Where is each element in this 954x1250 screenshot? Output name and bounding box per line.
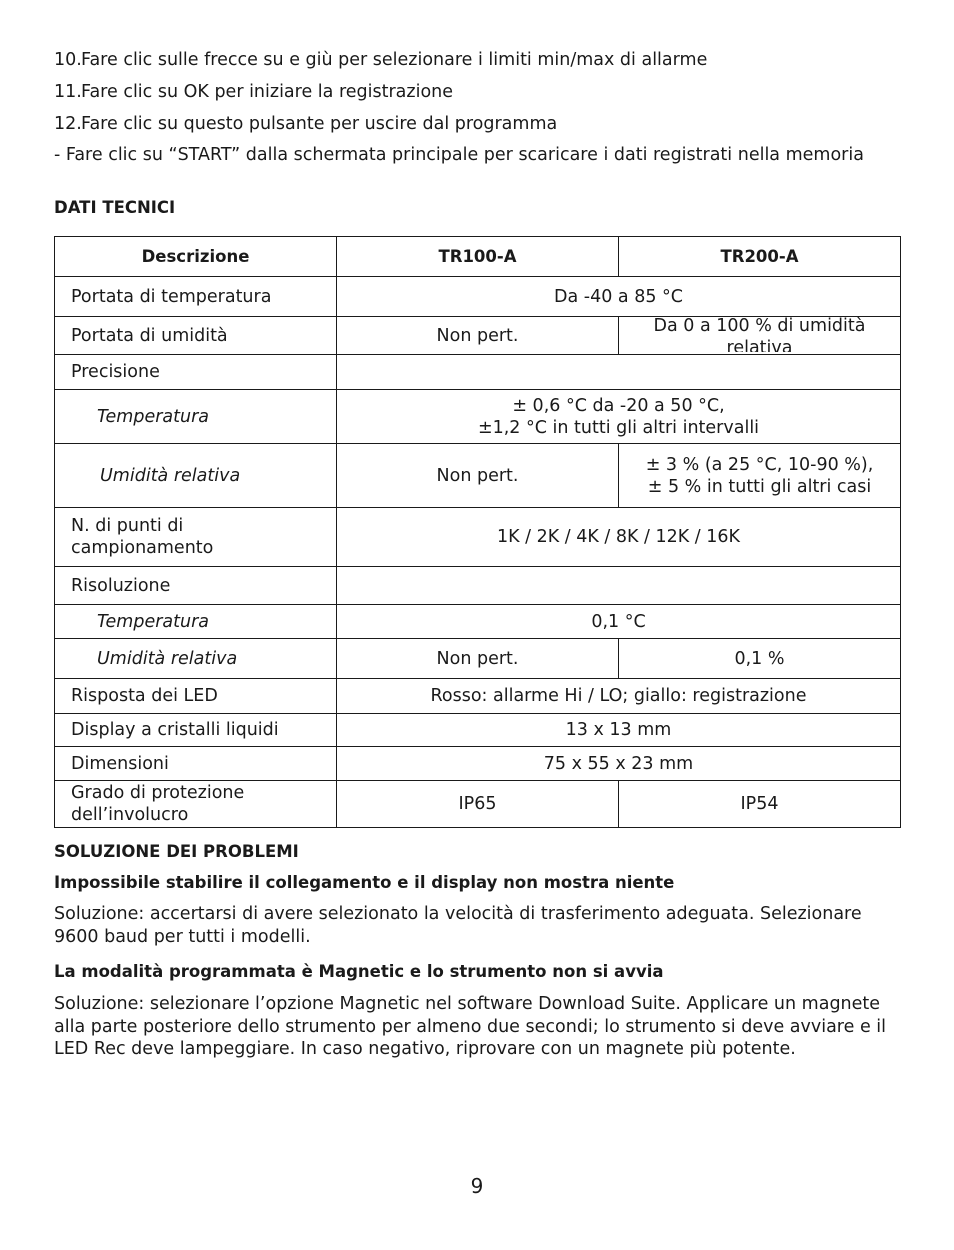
step-number: 12.	[54, 114, 82, 134]
row-label: Grado di protezione dell’involucro	[55, 781, 337, 828]
table-row	[55, 444, 901, 508]
row-value: Da -40 a 85 °C	[337, 277, 901, 317]
step-number: 11.	[54, 82, 82, 102]
row-label: N. di punti di campionamento	[55, 508, 337, 567]
table-row	[55, 781, 901, 828]
row-label: Temperatura	[55, 390, 337, 444]
row-label: Precisione	[55, 355, 337, 390]
table-header-row	[55, 237, 901, 277]
specs-table	[54, 236, 901, 828]
row-value: ± 0,6 °C da -20 a 50 °C, ±1,2 °C in tutti gli altri intervalli	[337, 390, 901, 444]
step-text: Fare clic su OK per iniziare la registrazione	[81, 82, 454, 102]
row-label: Risposta dei LED	[55, 679, 337, 714]
problem-2-title: La modalità programmata è Magnetic e lo strumento non si avvia	[54, 962, 664, 981]
table-row	[55, 390, 901, 444]
solution-1-text: Soluzione: accertarsi di avere selezionato la velocità di trasferimento adeguata. Selezionare 9600 baud per tutti i modelli.	[54, 904, 862, 947]
header-tr100: TR100-A	[337, 237, 619, 277]
row-label: Portata di temperatura	[55, 277, 337, 317]
specs-heading: DATI TECNICI	[54, 198, 176, 217]
row-value: 75 x 55 x 23 mm	[337, 747, 901, 781]
table-row	[55, 679, 901, 714]
row-label: Umidità relativa	[55, 444, 337, 508]
tr200-value: 0,1 %	[619, 639, 901, 679]
step-text: Fare clic sulle frecce su e giù per selezionare i limiti min/max di allarme	[81, 50, 708, 70]
step-10	[54, 50, 707, 70]
tr200-value: ± 3 % (a 25 °C, 10-90 %), ± 5 % in tutti gli altri casi	[619, 444, 901, 508]
table-row	[55, 714, 901, 747]
step-number: 10.	[54, 50, 82, 70]
step-text: Fare clic su questo pulsante per uscire dal programma	[81, 114, 558, 134]
tr100-value: Non pert.	[337, 317, 619, 355]
row-value: 13 x 13 mm	[337, 714, 901, 747]
header-tr200: TR200-A	[619, 237, 901, 277]
tr100-value: IP65	[337, 781, 619, 828]
table-row	[55, 317, 901, 355]
table-row	[55, 639, 901, 679]
page-number: 9	[470, 1174, 484, 1198]
row-label: Umidità relativa	[55, 639, 337, 679]
row-value: Rosso: allarme Hi / LO; giallo: registrazione	[337, 679, 901, 714]
step-12	[54, 114, 557, 134]
row-label: Temperatura	[55, 605, 337, 639]
row-label: Portata di umidità	[55, 317, 337, 355]
tr100-value: Non pert.	[337, 639, 619, 679]
row-label: Dimensioni	[55, 747, 337, 781]
row-value: 1K / 2K / 4K / 8K / 12K / 16K	[337, 508, 901, 567]
header-description: Descrizione	[55, 237, 337, 277]
tr200-value: IP54	[619, 781, 901, 828]
table-row	[55, 747, 901, 781]
row-label: Display a cristalli liquidi	[55, 714, 337, 747]
solution-2-text: Soluzione: selezionare l’opzione Magnetic nel software Download Suite. Applicare un magnete alla parte posteriore dello strumento per almeno due secondi; lo strumento si deve avviare e il LED Rec deve lampeggiare. In caso negativo, riprovare con un magnete più potente.	[54, 994, 886, 1059]
row-label: Risoluzione	[55, 567, 337, 605]
problem-1-title: Impossibile stabilire il collegamento e il display non mostra niente	[54, 873, 675, 892]
table-row	[55, 605, 901, 639]
table-row	[55, 508, 901, 567]
tr200-value: Da 0 a 100 % di umidità relativa	[619, 317, 901, 355]
tr100-value: Non pert.	[337, 444, 619, 508]
start-note: - Fare clic su “START” dalla schermata principale per scaricare i dati registrati nella memoria	[54, 145, 864, 165]
step-11	[54, 82, 453, 102]
table-row	[55, 567, 901, 605]
row-value: 0,1 °C	[337, 605, 901, 639]
table-row	[55, 355, 901, 390]
troubleshooting-heading: SOLUZIONE DEI PROBLEMI	[54, 842, 299, 861]
table-row	[55, 277, 901, 317]
